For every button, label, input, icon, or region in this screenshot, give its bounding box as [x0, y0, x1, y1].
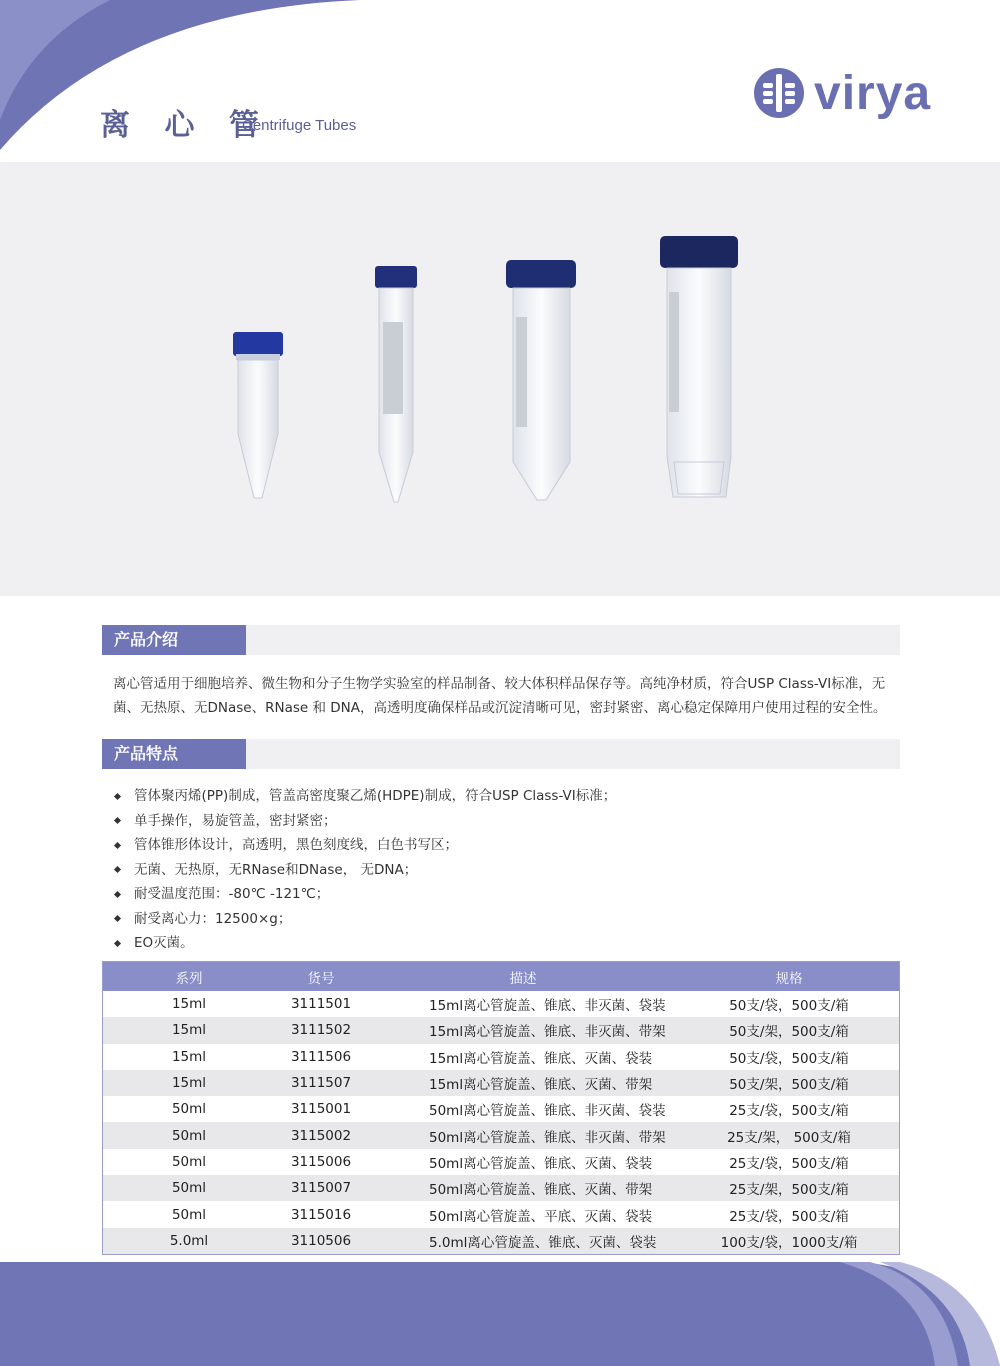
footer-decoration	[0, 1262, 1000, 1366]
col-header-spec: 规格	[679, 962, 900, 992]
table-row: 50ml 3115002 50ml离心管旋盖、锥底、非灭菌、带架 25支/架， 500支/箱	[103, 1122, 900, 1148]
table-row: 15ml 3111502 15ml离心管旋盖、锥底、非灭菌、带架 50支/架，500支/箱	[103, 1017, 900, 1043]
tube-tall-image	[375, 266, 417, 502]
intro-section-title: 产品介绍	[102, 625, 246, 655]
feature-item: 管体聚丙烯(PP)制成，管盖高密度聚乙烯(HDPE)制成，符合USP Class-VI标准；	[113, 784, 616, 809]
table-row: 15ml 3111507 15ml离心管旋盖、锥底、灭菌、带架 50支/架，500支/箱	[103, 1070, 900, 1096]
table-row: 5.0ml 3110506 5.0ml离心管旋盖、锥底、灭菌、袋装 100支/袋，1000支/箱	[103, 1228, 900, 1255]
features-section-header	[102, 739, 900, 769]
tube-small-image	[233, 332, 283, 498]
feature-item: 耐受离心力：12500×g；	[113, 907, 616, 932]
table-row: 15ml 3111501 15ml离心管旋盖、锥底、非灭菌、袋装 50支/袋，500支/箱	[171, 996, 849, 1015]
table-row: 50ml 3115001 50ml离心管旋盖、锥底、非灭菌、袋装 25支/袋，500支/箱	[171, 1101, 849, 1120]
bullet-icon	[114, 891, 121, 898]
page-title: 离 心 管	[100, 108, 271, 143]
feature-item: 单手操作，易旋管盖，密封紧密；	[113, 809, 616, 834]
col-header-series: 系列	[103, 962, 276, 992]
brand-name: virya	[814, 66, 932, 120]
bullet-icon	[114, 793, 121, 800]
table-row: 50ml 3115007 50ml离心管旋盖、锥底、灭菌、带架 25支/架，500支/箱	[103, 1175, 900, 1201]
tube-conical-image	[506, 260, 576, 500]
table-row: 50ml 3115016 50ml离心管旋盖、平底、灭菌、袋装 25支/袋，500支/箱	[171, 1206, 849, 1225]
feature-item: EO灭菌。	[113, 931, 616, 956]
table-row: 50ml 3115006 50ml离心管旋盖、锥底、灭菌、袋装 25支/袋，500支/箱	[171, 1153, 849, 1172]
bullet-icon	[114, 940, 121, 947]
bullet-icon	[114, 817, 121, 824]
bullet-icon	[114, 866, 121, 873]
page-subtitle: Centrifuge Tubes	[242, 117, 357, 134]
logo-mark-icon	[752, 66, 806, 120]
brand-logo	[752, 64, 931, 122]
feature-item: 管体锥形体设计，高透明，黑色刻度线，白色书写区；	[113, 833, 616, 858]
features-section-title: 产品特点	[102, 739, 246, 769]
product-photo	[0, 162, 1000, 596]
table-row: 15ml 3111506 15ml离心管旋盖、锥底、灭菌、袋装 50支/袋，500支/箱	[171, 1048, 849, 1067]
table-header-row	[103, 962, 900, 992]
spec-table	[102, 961, 900, 1255]
intro-line: 离心管适用于细胞培养、微生物和分子生物学实验室的样品制备、较大体积样品保存等。高纯净材质，符合USP Class-VI标准，无	[113, 676, 886, 692]
features-list	[113, 784, 616, 956]
bullet-icon	[114, 842, 121, 849]
bullet-icon	[114, 915, 121, 922]
col-header-item-no: 货号	[275, 962, 367, 992]
intro-line: 菌、无热原、无DNase、RNase 和 DNA，高透明度确保样品或沉淀清晰可见，密封紧密、离心稳定保障用户使用过程的安全性。	[113, 700, 887, 716]
intro-section-header	[102, 625, 900, 655]
tube-flat-image	[660, 236, 738, 497]
feature-item: 无菌、无热原，无RNase和DNase， 无DNA；	[113, 858, 616, 883]
feature-item: 耐受温度范围：-80℃ -121℃；	[113, 882, 616, 907]
col-header-description: 描述	[367, 962, 679, 992]
intro-paragraph	[113, 672, 903, 720]
